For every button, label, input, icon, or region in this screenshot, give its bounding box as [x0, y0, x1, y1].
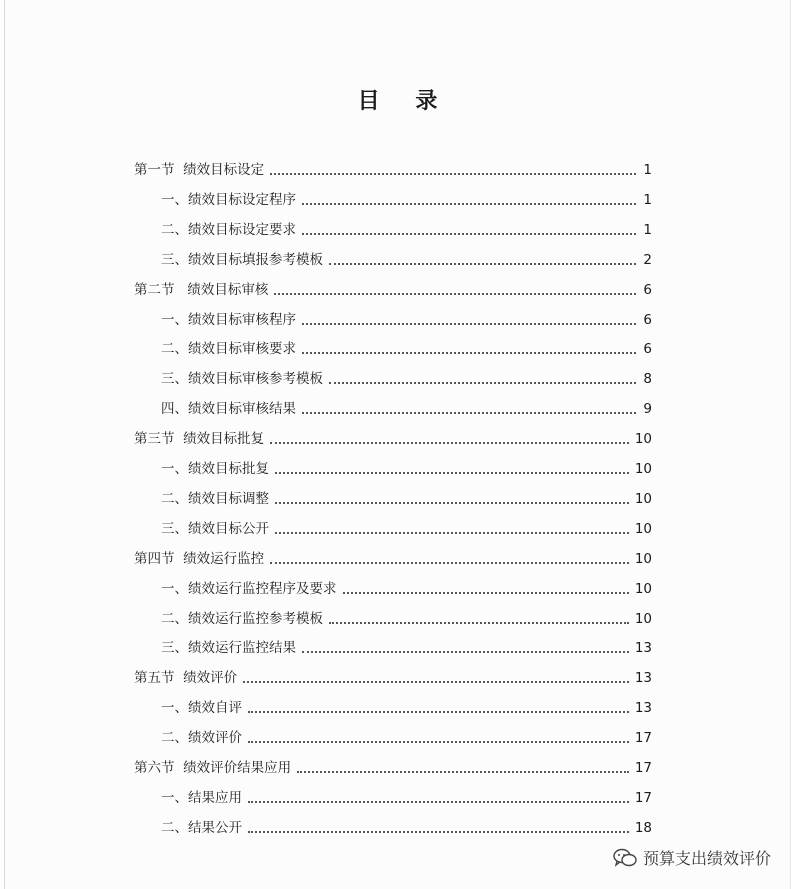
toc-section-entry	[161, 310, 652, 330]
toc-chapter-entry	[134, 549, 652, 569]
toc-dot-leader	[275, 472, 629, 474]
toc-dot-leader	[329, 263, 636, 265]
toc-entry-label: 一、绩效运行监控程序及要求	[161, 580, 337, 597]
toc-page-number: 10	[634, 431, 652, 448]
toc-entry-label: 一、绩效目标设定程序	[161, 191, 296, 208]
toc-dot-leader	[248, 831, 629, 833]
toc-entry-label: 二、绩效目标审核要求	[161, 341, 296, 358]
toc-page-number: 9	[643, 401, 652, 418]
toc-chapter-entry	[134, 280, 652, 300]
toc-dot-leader	[248, 711, 629, 713]
toc-page-number: 10	[634, 490, 652, 507]
toc-dot-leader	[274, 293, 636, 295]
toc-dot-leader	[343, 592, 629, 594]
toc-section-entry	[161, 220, 652, 240]
toc-dot-leader	[302, 323, 636, 325]
toc-dot-leader	[270, 442, 629, 444]
toc-entry-label: 二、绩效目标调整	[161, 490, 269, 507]
document-page	[4, 0, 791, 889]
toc-page-number: 2	[643, 251, 652, 268]
toc-dot-leader	[248, 801, 629, 803]
toc-page-number: 6	[643, 341, 652, 358]
toc-entry-label: 第五节 绩效评价	[134, 670, 238, 687]
toc-entry-label: 三、绩效运行监控结果	[161, 640, 296, 657]
toc-page-number: 10	[634, 520, 652, 537]
toc-page-number: 10	[634, 461, 652, 477]
toc-page-number: 1	[643, 162, 652, 178]
toc-entry-label: 二、绩效目标设定要求	[161, 221, 296, 238]
toc-page-number: 13	[634, 640, 652, 657]
toc-entry-label: 三、绩效目标审核参考模板	[161, 371, 323, 388]
toc-page-number: 18	[634, 819, 652, 836]
toc-dot-leader	[302, 352, 636, 354]
toc-section-entry	[161, 459, 652, 479]
toc-section-entry	[161, 638, 652, 658]
toc-section-entry	[161, 788, 652, 808]
toc-page-number: 6	[643, 311, 652, 328]
toc-entry-label: 一、绩效自评	[161, 700, 242, 717]
toc-dot-leader	[302, 203, 636, 205]
toc-chapter-entry	[134, 668, 652, 688]
toc-chapter-entry	[134, 160, 652, 180]
watermark-text: 预算支出绩效评价	[642, 849, 771, 868]
toc-chapter-entry	[134, 758, 652, 778]
toc-page-number: 17	[634, 760, 652, 776]
toc-entry-label: 三、绩效目标填报参考模板	[161, 251, 323, 268]
toc-dot-leader	[243, 681, 629, 683]
toc-dot-leader	[329, 382, 636, 384]
toc-entry-label: 三、绩效目标公开	[161, 520, 269, 537]
toc-section-entry	[161, 818, 652, 838]
toc-entry-label: 第二节 绩效目标审核	[134, 281, 269, 298]
toc-page-number: 10	[634, 580, 652, 597]
toc-entry-label: 第四节 绩效运行监控	[134, 550, 265, 567]
toc-entry-label: 二、绩效评价	[161, 730, 242, 747]
toc-entry-label: 四、绩效目标审核结果	[161, 401, 296, 418]
toc-entry-label: 第六节 绩效评价结果应用	[134, 760, 292, 776]
toc-dot-leader	[302, 651, 629, 653]
toc-section-entry	[161, 519, 652, 539]
toc-section-entry	[161, 339, 652, 359]
toc-page-number: 1	[643, 191, 652, 208]
toc-dot-leader	[275, 502, 629, 504]
toc-dot-leader	[302, 233, 636, 235]
toc-section-entry	[161, 728, 652, 748]
toc-entry-label: 二、绩效运行监控参考模板	[161, 610, 323, 627]
toc-entry-label: 一、结果应用	[161, 789, 242, 806]
toc-section-entry	[161, 399, 652, 419]
toc-dot-leader	[297, 771, 629, 773]
toc-dot-leader	[270, 173, 636, 175]
toc-page-number: 13	[634, 670, 652, 687]
toc-entry-label: 一、绩效目标批复	[161, 461, 269, 477]
toc-section-entry	[161, 489, 652, 509]
toc-chapter-entry	[134, 429, 652, 449]
toc-page-number: 17	[634, 789, 652, 806]
toc-section-entry	[161, 698, 652, 718]
toc-page-number: 13	[634, 700, 652, 717]
toc-dot-leader	[329, 622, 629, 624]
toc-section-entry	[161, 190, 652, 210]
toc-dot-leader	[270, 562, 629, 564]
toc-page-number: 1	[643, 221, 652, 238]
toc-entry-label: 第三节 绩效目标批复	[134, 431, 265, 448]
toc-page-number: 6	[643, 281, 652, 298]
toc-page-number: 8	[643, 371, 652, 388]
toc-section-entry	[161, 250, 652, 270]
toc-dot-leader	[248, 741, 629, 743]
wechat-icon	[613, 848, 637, 868]
toc-page-number: 17	[634, 730, 652, 747]
toc-section-entry	[161, 369, 652, 389]
toc-entry-label: 第一节 绩效目标设定	[134, 162, 265, 178]
toc-dot-leader	[275, 532, 629, 534]
toc-page-number: 10	[634, 610, 652, 627]
toc-section-entry	[161, 579, 652, 599]
watermark	[613, 846, 771, 869]
toc-entry-label: 二、结果公开	[161, 819, 242, 836]
page-title: 目 录	[357, 89, 452, 114]
toc-page-number: 10	[634, 550, 652, 567]
toc-dot-leader	[302, 412, 636, 414]
toc-section-entry	[161, 609, 652, 629]
toc-entry-label: 一、绩效目标审核程序	[161, 311, 296, 328]
